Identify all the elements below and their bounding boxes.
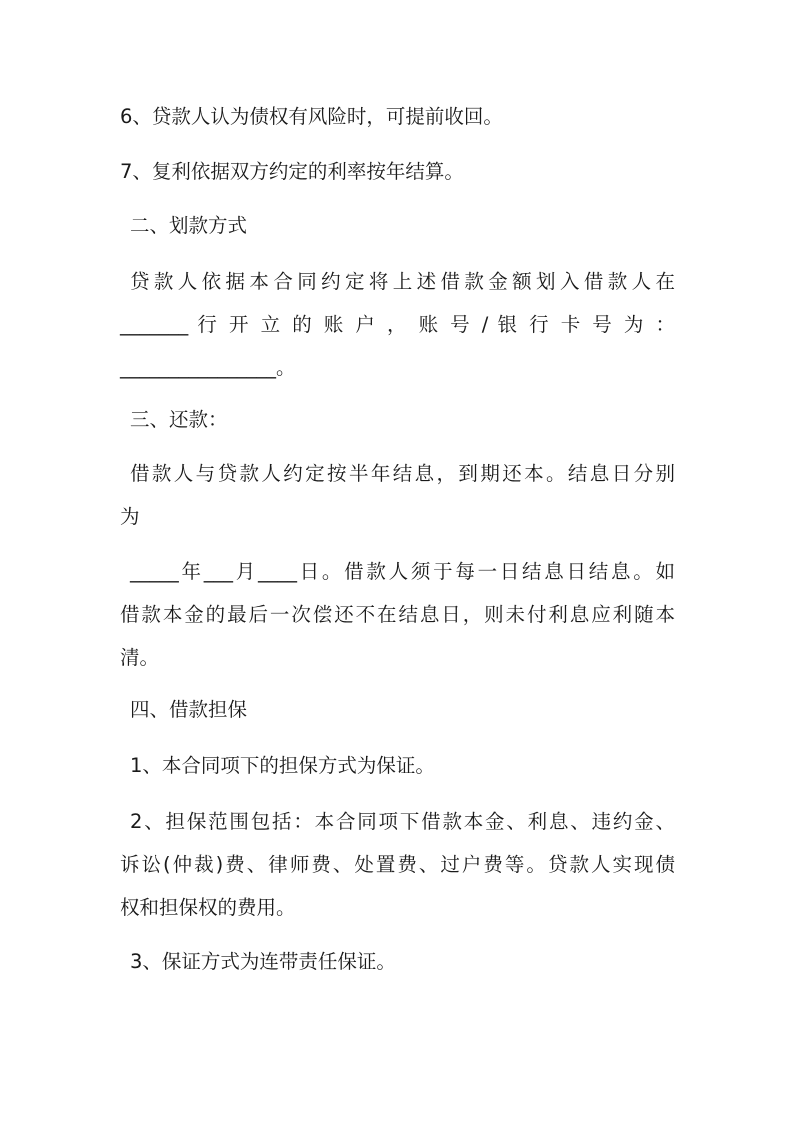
guarantee-clause-3: 3、保证方式为连带责任保证。 <box>130 950 396 973</box>
transfer-text-line-2: _______ 行 开 立 的 账 户 ， 账 号 / 银 行 卡 号 为 ： <box>120 313 675 336</box>
heading-repayment: 三、还款： <box>130 408 228 431</box>
heading-guarantee: 四、借款担保 <box>130 698 248 721</box>
clause-7: 7、复利依据双方约定的利率按年结算。 <box>120 160 464 183</box>
guarantee-clause-2-line-1: 2、担保范围包括：本合同项下借款本金、利息、违约金、 <box>130 810 675 833</box>
heading-transfer-method: 二、划款方式 <box>130 214 248 237</box>
repayment-text-line-2: 为 <box>120 505 140 528</box>
guarantee-clause-2-line-2: 诉讼(仲裁)费、律师费、处置费、过户费等。贷款人实现债 <box>120 853 675 876</box>
repayment-text-line-4: 借款本金的最后一次偿还不在结息日，则未付利息应利随本 <box>120 603 675 626</box>
repayment-text-line-1: 借款人与贷款人约定按半年结息，到期还本。结息日分别 <box>130 462 675 485</box>
transfer-text-line-3: ________________。 <box>120 356 296 379</box>
clause-6: 6、贷款人认为债权有风险时，可提前收回。 <box>120 105 503 128</box>
guarantee-clause-1: 1、本合同项下的担保方式为保证。 <box>130 754 435 777</box>
repayment-text-line-3: _____年___月____日。借款人须于每一日结息日结息。如 <box>130 560 675 583</box>
transfer-text-line-1: 贷款人依据本合同约定将上述借款金额划入借款人在 <box>130 270 675 293</box>
guarantee-clause-2-line-3: 权和担保权的费用。 <box>120 896 296 919</box>
repayment-text-line-5: 清。 <box>120 646 160 669</box>
